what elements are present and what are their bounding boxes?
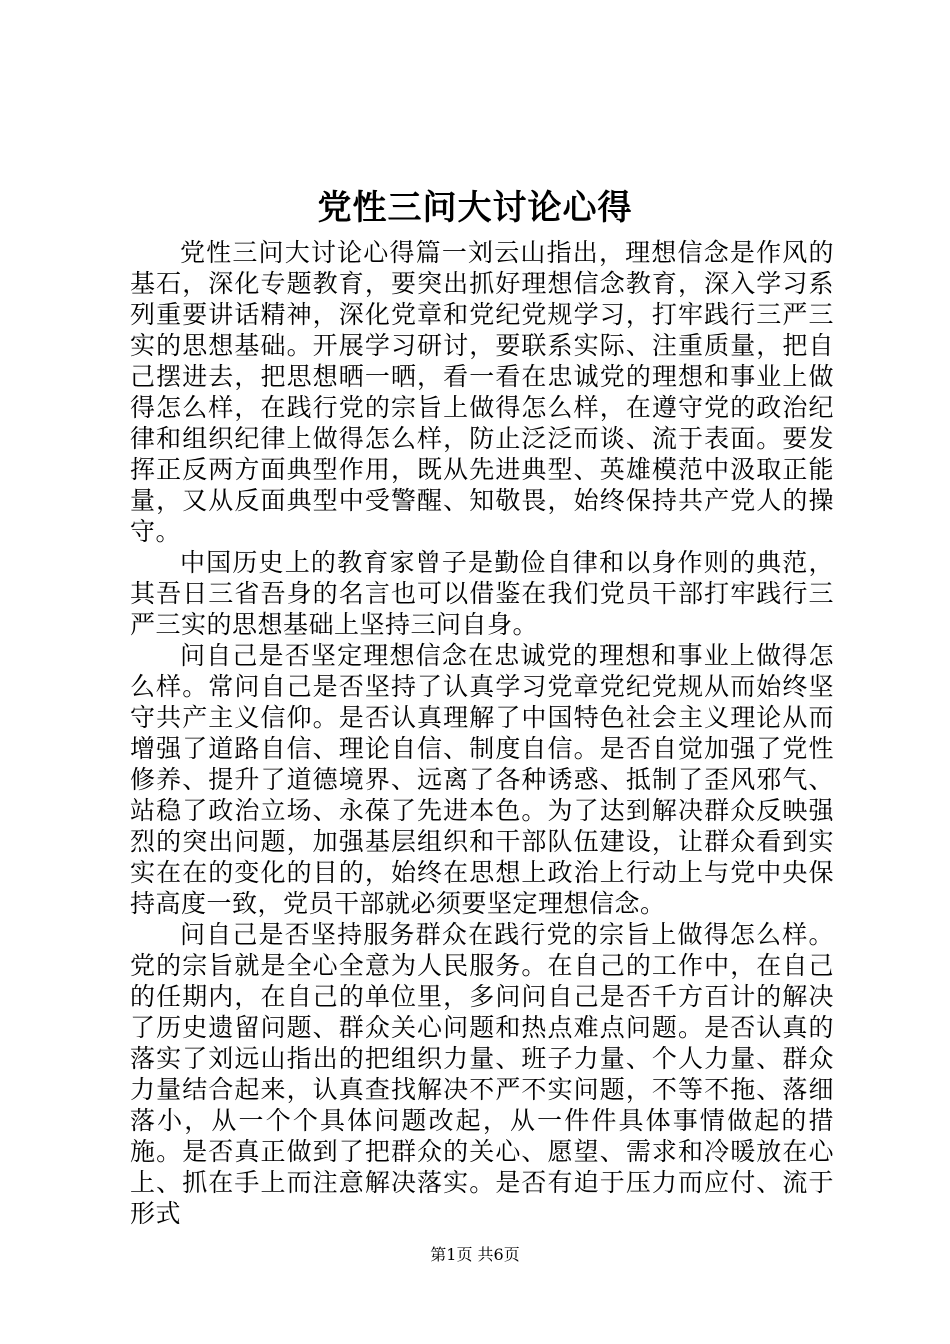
page-number: 第1页 共6页 xyxy=(430,1245,520,1264)
document-body xyxy=(130,237,834,1229)
paragraph: 问自己是否坚定理想信念在忠诚党的理想和事业上做得怎么样。常问自己是否坚持了认真学习党章党纪党规从而始终坚守共产主义信仰。是否认真理解了中国特色社会主义理论从而增强了道路自信、理论自信、制度自信。是否自觉加强了党性修养、提升了道德境界、远离了各种诱惑、抵制了歪风邪气、站稳了政治立场、永葆了先进本色。为了达到解决群众反映强烈的突出问题，加强基层组织和干部队伍建设，让群众看到实实在在的变化的目的，始终在思想上政治上行动上与党中央保持高度一致，党员干部就必须要坚定理想信念。 xyxy=(130,641,834,918)
document-title: 党性三问大讨论心得 xyxy=(317,188,633,228)
paragraph: 中国历史上的教育家曾子是勤俭自律和以身作则的典范，其吾日三省吾身的名言也可以借鉴在我们党员干部打牢践行三严三实的思想基础上坚持三问自身。 xyxy=(130,548,834,639)
paragraph: 党性三问大讨论心得篇一刘云山指出，理想信念是作风的基石，深化专题教育，要突出抓好理想信念教育，深入学习系列重要讲话精神，深化党章和党纪党规学习，打牢践行三严三实的思想基础。开展学习研讨，要联系实际、注重质量，把自己摆进去，把思想晒一晒，看一看在忠诚党的理想和事业上做得怎么样，在践行党的宗旨上做得怎么样，在遵守党的政治纪律和组织纪律上做得怎么样，防止泛泛而谈、流于表面。要发挥正反两方面典型作用，既从先进典型、英雄模范中汲取正能量，又从反面典型中受警醒、知敬畏，始终保持共产党人的操守。 xyxy=(130,238,834,546)
paragraph: 问自己是否坚持服务群众在践行党的宗旨上做得怎么样。党的宗旨就是全心全意为人民服务。在自己的工作中，在自己的任期内，在自己的单位里，多问问自己是否千方百计的解决了历史遗留问题、群众关心问题和热点难点问题。是否认真的落实了刘远山指出的把组织力量、班子力量、个人力量、群众力量结合起来，认真查找解决不严不实问题，不等不拖、落细落小，从一个个具体问题改起，从一件件具体事情做起的措施。是否真正做到了把群众的关心、愿望、需求和冷暖放在心上、抓在手上而注意解决落实。是否有迫于压力而应付、流于形式 xyxy=(130,920,834,1228)
